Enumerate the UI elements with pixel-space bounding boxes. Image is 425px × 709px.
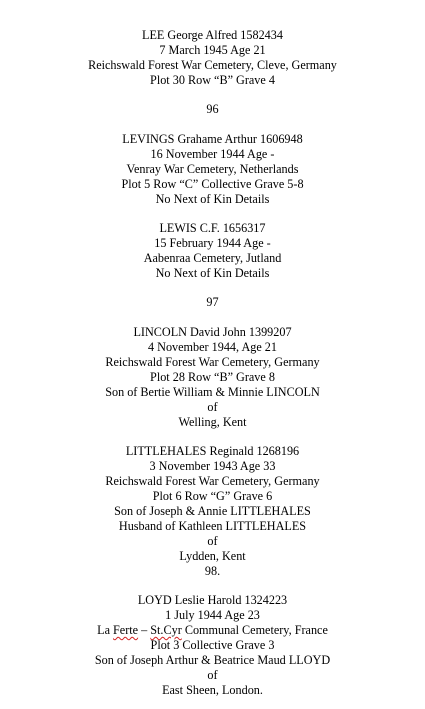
cemetery-text-rest: Communal Cemetery, France (181, 623, 328, 637)
entry-levings-grave: Plot 5 Row “C” Collective Grave 5-8 (121, 177, 304, 191)
entry-lewis-kin: No Next of Kin Details (155, 266, 270, 280)
page-marker-98: 98. (204, 564, 221, 578)
entry-lincoln-of: of (207, 400, 218, 414)
entry-lincoln-place: Welling, Kent (178, 415, 247, 429)
entry-lee-grave: Plot 30 Row “B” Grave 4 (150, 73, 275, 87)
entry-littlehales-grave: Plot 6 Row “G” Grave 6 (152, 489, 273, 503)
entry-loyd-of: of (207, 668, 218, 682)
spellcheck-flagged-word: St.Cyr (150, 623, 182, 637)
entry-levings-date: 16 November 1944 Age - (150, 147, 275, 161)
entry-lee-date: 7 March 1945 Age 21 (159, 43, 266, 57)
entry-lincoln-name: LINCOLN David John 1399207 (133, 325, 292, 339)
entry-levings-kin: No Next of Kin Details (155, 192, 270, 206)
entry-levings-name: LEVINGS Grahame Arthur 1606948 (122, 132, 303, 146)
page-marker-96: 96 (206, 102, 219, 116)
entry-littlehales-name: LITTLEHALES Reginald 1268196 (125, 444, 300, 458)
entry-littlehales-of: of (207, 534, 218, 548)
entry-lee-cemetery: Reichswald Forest War Cemetery, Cleve, Germany (88, 58, 337, 72)
entry-lincoln-cemetery: Reichswald Forest War Cemetery, Germany (105, 355, 320, 369)
spellcheck-flagged-word: Ferte (113, 623, 139, 637)
cemetery-text-la: La (97, 623, 114, 637)
entry-lewis-date: 15 February 1944 Age - (154, 236, 271, 250)
entry-lincoln-parents: Son of Bertie William & Minnie LINCOLN (105, 385, 320, 399)
entry-littlehales-spouse: Husband of Kathleen LITTLEHALES (118, 519, 307, 533)
entry-loyd-place: East Sheen, London. (162, 683, 263, 697)
entry-lincoln-grave: Plot 28 Row “B” Grave 8 (150, 370, 275, 384)
entry-loyd-cemetery (0, 623, 425, 638)
entry-littlehales-place: Lydden, Kent (179, 549, 246, 563)
entry-levings-cemetery: Venray War Cemetery, Netherlands (126, 162, 299, 176)
entry-lewis-name: LEWIS C.F. 1656317 (159, 221, 266, 235)
cemetery-text-dash: – (138, 623, 151, 637)
entry-loyd-parents: Son of Joseph Arthur & Beatrice Maud LLOYD (94, 653, 331, 667)
entry-littlehales-cemetery: Reichswald Forest War Cemetery, Germany (105, 474, 320, 488)
entry-lewis-cemetery: Aabenraa Cemetery, Jutland (143, 251, 282, 265)
entry-loyd-date: 1 July 1944 Age 23 (165, 608, 260, 622)
entry-lee-name: LEE George Alfred 1582434 (142, 28, 283, 42)
entry-lincoln-date: 4 November 1944, Age 21 (148, 340, 277, 354)
entry-littlehales-parents: Son of Joseph & Annie LITTLEHALES (114, 504, 311, 518)
entry-littlehales-date: 3 November 1943 Age 33 (149, 459, 276, 473)
page-marker-97: 97 (206, 295, 219, 309)
entry-loyd-name: LOYD Leslie Harold 1324223 (137, 593, 288, 607)
entry-loyd-grave: Plot 3 Collective Grave 3 (150, 638, 275, 652)
